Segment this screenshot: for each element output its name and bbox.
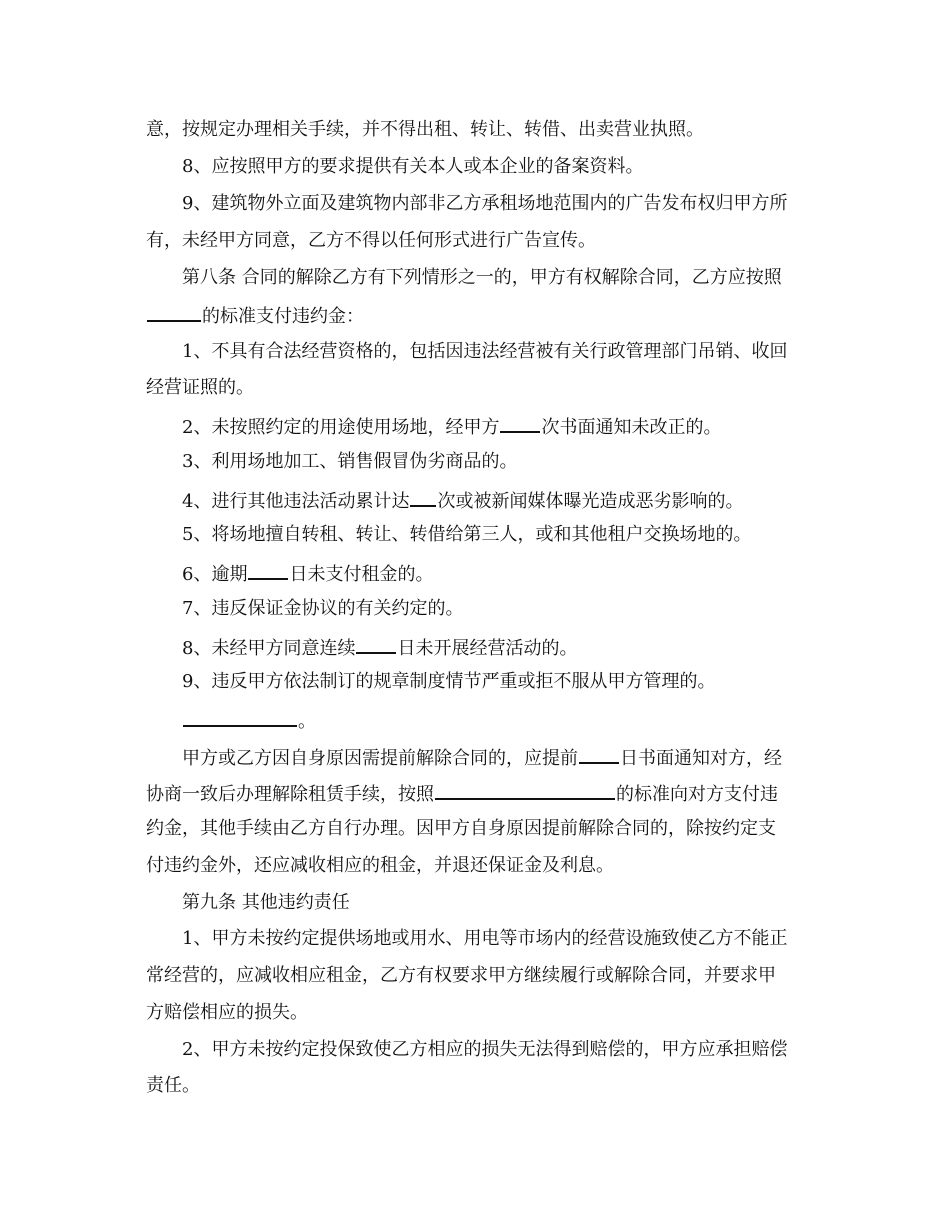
line-text: 的标准向对方支付违 [616,784,778,805]
text-line [182,450,517,474]
text-line [146,229,596,253]
text-line [182,413,721,437]
line-text: 9、违反甲方依法制订的规章制度情节严重或拒不服从甲方管理的。 [182,671,716,692]
line-text: 有，未经甲方同意，乙方不得以任何形式进行广告宣传。 [146,230,596,251]
text-line [182,192,787,216]
line-text: 第八条 合同的解除乙方有下列情形之一的，甲方有权解除合同，乙方应按照 [182,267,782,288]
text-line [146,302,364,326]
text-line [182,744,782,768]
text-line [182,670,715,694]
text-line [182,523,751,547]
line-text: 8、未经甲方同意连续 [182,638,356,659]
text-line [182,560,433,584]
line-text: 日书面通知对方，经 [620,748,782,769]
line-text: 经营证照的。 [146,377,254,398]
line-text: 次或被新闻媒体曝光造成恶劣影响的。 [437,491,744,512]
line-text: 约金，其他手续由乙方自行办理。因甲方自身原因提前解除合同的，除按约定支 [146,818,776,839]
text-line [146,964,776,988]
line-text: 6、逾期 [182,564,248,585]
line-text: 方赔偿相应的损失。 [146,1002,308,1023]
text-line [182,891,350,915]
fill-in-blank[interactable] [500,413,540,433]
text-line [146,817,776,841]
text-line [182,155,643,179]
line-text: 1、甲方未按约定提供场地或用水、用电等市场内的经营设施致使乙方不能正 [182,928,788,949]
line-text: 意，按规定办理相关手续，并不得出租、转让、转借、出卖营业执照。 [146,119,704,140]
line-text: 7、违反保证金协议的有关约定的。 [182,598,464,619]
fill-in-blank[interactable] [410,487,436,507]
text-line [182,1038,787,1062]
line-text: 责任。 [146,1075,200,1096]
text-line [146,118,704,142]
text-line [146,1074,200,1098]
line-text: 8、应按照甲方的要求提供有关本人或本企业的备案资料。 [182,156,644,177]
fill-in-blank[interactable] [248,560,288,580]
fill-in-blank[interactable] [435,780,615,800]
text-line [182,597,463,621]
line-text: 1、不具有合法经营资格的，包括因违法经营被有关行政管理部门吊销、收回 [182,341,788,362]
text-line [182,487,743,511]
text-line [182,634,577,658]
line-text: 2、甲方未按约定投保致使乙方相应的损失无法得到赔偿的，甲方应承担赔偿 [182,1039,788,1060]
line-text: 日未开展经营活动的。 [397,638,578,659]
line-text: 甲方或乙方因自身原因需提前解除合同的，应提前 [182,748,578,769]
line-text: 2、未按照约定的用途使用场地，经甲方 [182,417,500,438]
line-text: 3、利用场地加工、销售假冒伪劣商品的。 [182,451,518,472]
line-text: 第九条 其他违约责任 [182,892,350,913]
line-text: 5、将场地擅自转租、转让、转借给第三人，或和其他租户交换场地的。 [182,524,752,545]
fill-in-blank[interactable] [579,744,619,764]
text-line [146,780,778,804]
fill-in-blank[interactable] [183,707,297,727]
line-text: 。 [298,711,316,732]
text-line [182,707,316,731]
text-line [146,854,614,878]
fill-in-blank[interactable] [147,302,201,322]
text-line [146,376,254,400]
text-line [182,266,782,290]
line-text: 的标准支付违约金： [202,306,364,327]
line-text: 常经营的，应减收相应租金，乙方有权要求甲方继续履行或解除合同，并要求甲 [146,965,776,986]
line-text: 4、进行其他违法活动累计达 [182,491,410,512]
line-text: 协商一致后办理解除租赁手续，按照 [146,784,434,805]
line-text: 9、建筑物外立面及建筑物内部非乙方承租场地范围内的广告发布权归甲方所 [182,193,788,214]
line-text: 付违约金外，还应减收相应的租金，并退还保证金及利息。 [146,855,614,876]
text-line [182,340,787,364]
fill-in-blank[interactable] [356,634,396,654]
text-line [182,927,787,951]
line-text: 日未支付租金的。 [289,564,434,585]
text-line [146,1001,308,1025]
line-text: 次书面通知未改正的。 [541,417,722,438]
